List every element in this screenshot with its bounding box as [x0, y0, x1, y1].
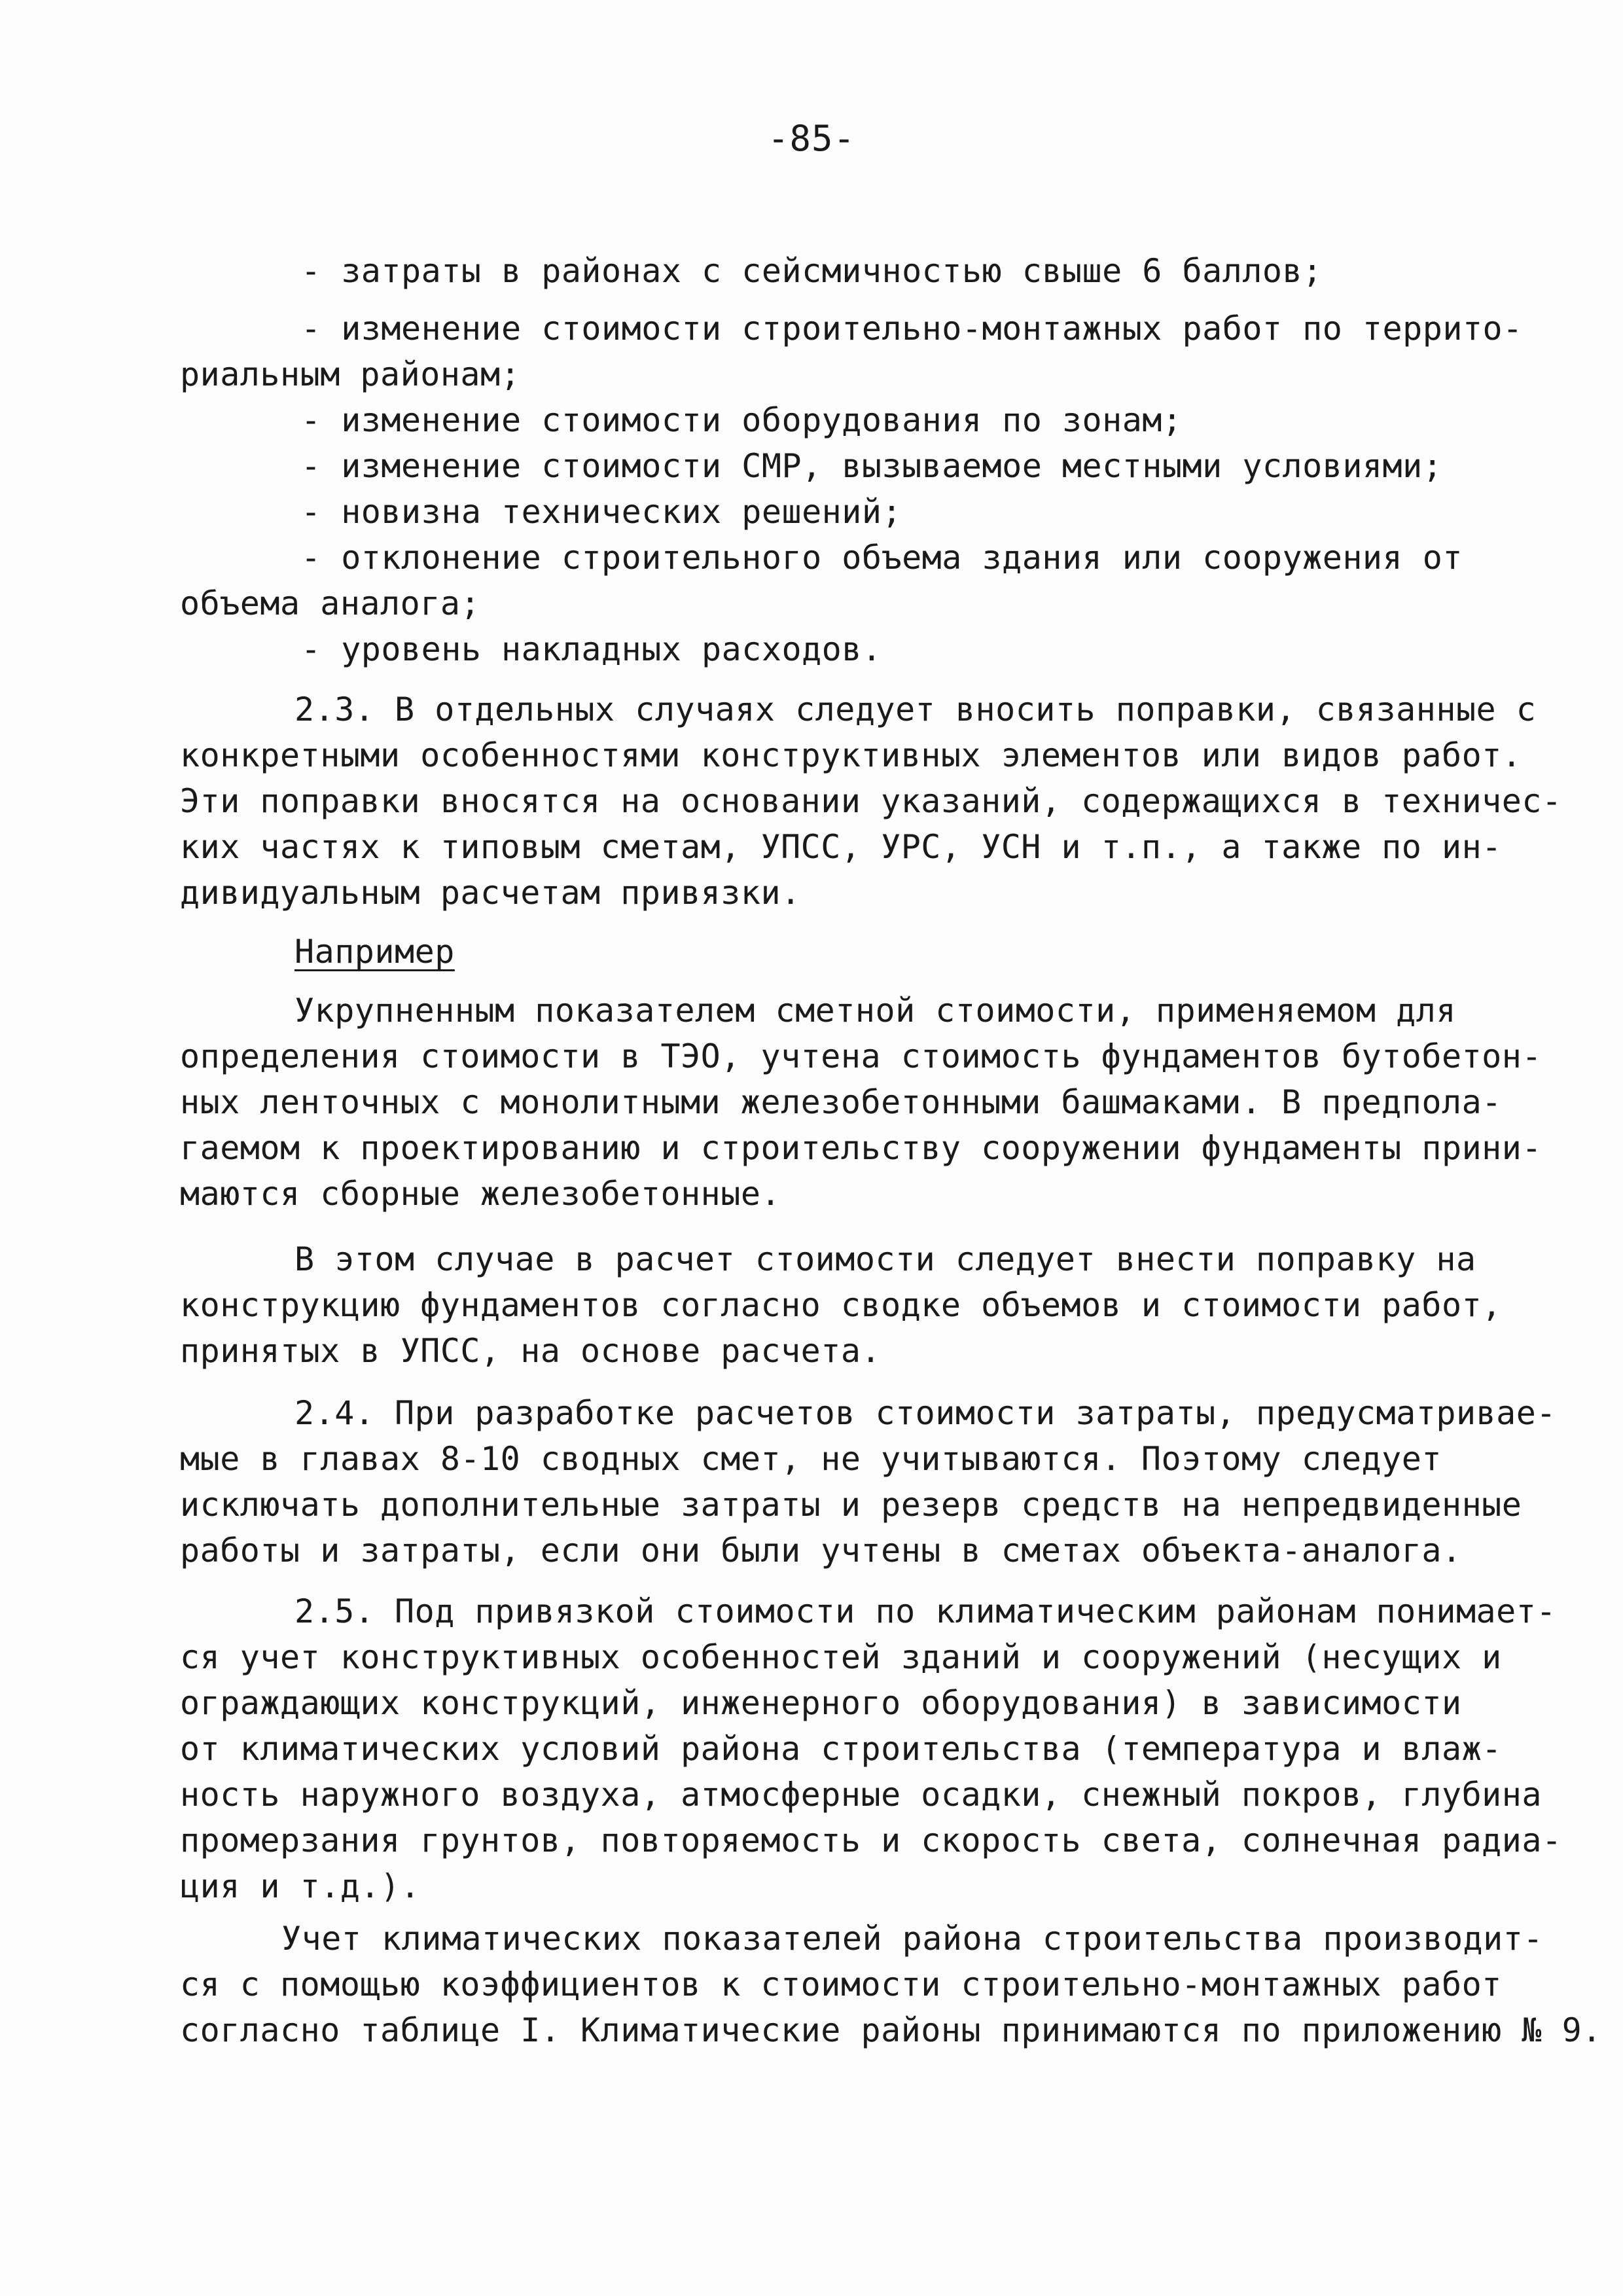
text-line: промерзания грунтов, повторяемость и скорость света, солнечная радиа- — [180, 1821, 1562, 1859]
text-line: дивидуальным расчетам привязки. — [180, 874, 801, 912]
text-line: мые в главах 8-10 сводных смет, не учитываются. Поэтому следует — [180, 1440, 1442, 1478]
text-line: - уровень накладных расходов. — [301, 630, 882, 668]
text-line: ограждающих конструкций, инженерного оборудования) в зависимости — [180, 1684, 1462, 1722]
text-line: 2.4. При разработке расчетов стоимости затраты, предусматривае- — [294, 1394, 1556, 1432]
text-line: - новизна технических решений; — [301, 493, 902, 531]
text-line: конструкцию фундаментов согласно сводке объемов и стоимости работ, — [180, 1286, 1502, 1324]
text-line: - изменение стоимости строительно-монтажных работ по террито- — [301, 310, 1523, 348]
text-line: - изменение стоимости оборудования по зонам; — [301, 401, 1183, 439]
text-line: риальным районам; — [180, 355, 521, 393]
text-line: Учет климатических показателей района строительства производит- — [281, 1920, 1543, 1958]
text-line: ких частях к типовым сметам, УПСС, УРС, УСН и т.п., а также по ин- — [180, 828, 1502, 866]
text-line: ция и т.д.). — [180, 1867, 421, 1905]
text-line: конкретными особенностями конструктивных элементов или видов работ. — [180, 736, 1522, 774]
text-line: - отклонение строительного объема здания или сооружения от — [301, 539, 1463, 577]
text-line: принятых в УПСС, на основе расчета. — [180, 1332, 882, 1370]
text-line: Укрупненным показателем сметной стоимости, применяемом для — [294, 992, 1456, 1030]
text-line: исключать дополнительные затраты и резерв средств на непредвиденные — [180, 1486, 1522, 1524]
text-line: маются сборные железобетонные. — [180, 1175, 781, 1213]
text-line: объема аналога; — [180, 584, 481, 622]
text-line: 2.3. В отдельных случаях следует вносить поправки, связанные с — [294, 691, 1537, 728]
text-line: согласно таблице I. Климатические районы принимаются по приложению № 9. — [180, 2011, 1602, 2049]
text-line: Эти поправки вносятся на основании указаний, содержащихся в техничес- — [180, 782, 1562, 820]
text-line: от климатических условий района строительства (температура и влаж- — [180, 1730, 1502, 1768]
text-line: ность наружного воздуха, атмосферные осадки, снежный покров, глубина — [180, 1776, 1542, 1814]
text-line: В этом случае в расчет стоимости следует внести поправку на — [294, 1240, 1476, 1278]
text-line: гаемом к проектированию и строительству сооружении фундаменты прини- — [180, 1129, 1542, 1167]
text-line: ся с помощью коэффициентов к стоимости строительно-монтажных работ — [180, 1965, 1502, 2003]
example-heading: Например — [294, 933, 455, 971]
text-line: - затраты в районах с сейсмичностью свыше 6 баллов; — [301, 252, 1323, 290]
text-line: ся учет конструктивных особенностей зданий и сооружений (несущих и — [180, 1638, 1502, 1676]
text-line: определения стоимости в ТЭО, учтена стоимость фундаментов бутобетон- — [180, 1037, 1542, 1075]
text-line: ных ленточных с монолитными железобетонными башмаками. В предпола- — [180, 1083, 1502, 1121]
page-number: -85- — [767, 118, 856, 159]
text-line: - изменение стоимости СМР, вызываемое местными условиями; — [301, 447, 1443, 485]
text-line: 2.5. Под привязкой стоимости по климатическим районам понимает- — [294, 1592, 1556, 1630]
text-line: работы и затраты, если они были учтены в сметах объекта-аналога. — [180, 1532, 1462, 1570]
